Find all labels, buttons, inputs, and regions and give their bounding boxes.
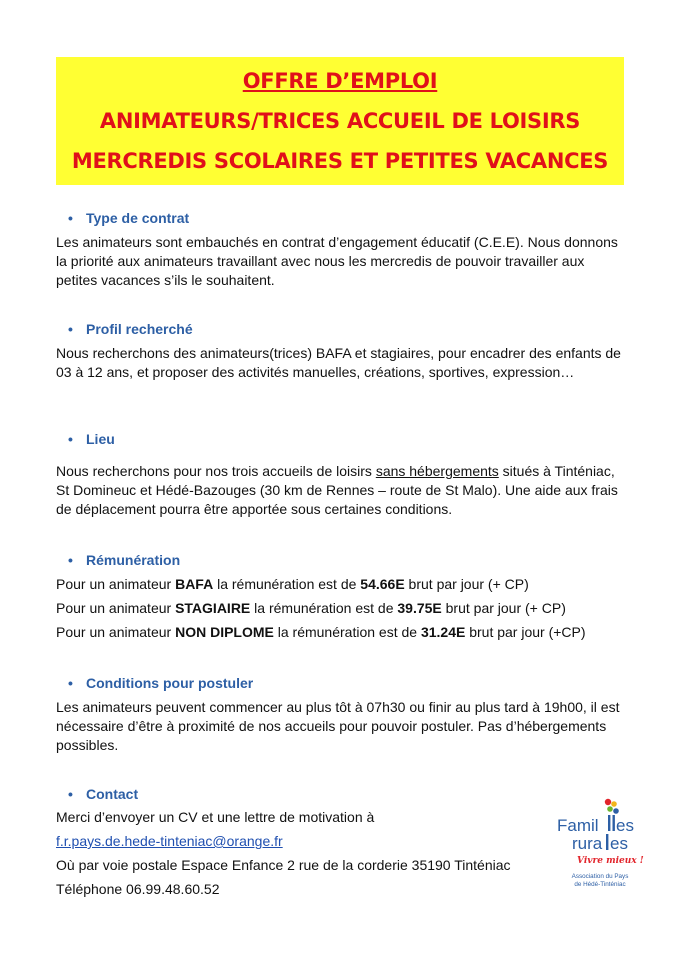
- logo-dot-red: [605, 799, 611, 805]
- section-heading-remuneration: [68, 551, 626, 569]
- heading-text: Profil recherché: [86, 321, 193, 337]
- section-heading-lieu: [68, 430, 626, 448]
- email-link[interactable]: f.r.pays.de.hede-tinteniac@orange.fr: [56, 833, 283, 849]
- conditions-text: Les animateurs peuvent commencer au plus tôt à 07h30 ou finir au plus tard à 19h00, il est nécessaire d’être à proximité de nos accueils pour pouvoir postuler. Pas d’hébergements possibles.: [56, 699, 620, 753]
- lieu-text-before: Nous recherchons pour nos trois accueils de loisirs: [56, 463, 376, 479]
- section-contact: [56, 785, 626, 901]
- logo-word-familles-end: es: [616, 816, 634, 835]
- logo-bar: [606, 834, 608, 850]
- section-conditions: [56, 674, 626, 755]
- title-line-mercredis: MERCREDIS SCOLAIRES ET PETITES VACANCES: [71, 149, 609, 173]
- heading-text: Lieu: [86, 431, 115, 447]
- bullet-icon: •: [68, 431, 73, 447]
- bullet-icon: •: [68, 321, 73, 337]
- section-contrat: [56, 209, 626, 290]
- title-banner: [56, 57, 624, 185]
- logo-word-rurales: rura: [572, 834, 603, 853]
- remuneration-row: Pour un animateur BAFA la rémunération est de 54.66E brut par jour (+ CP): [56, 576, 529, 592]
- contrat-text: Les animateurs sont embauchés en contrat d’engagement éducatif (C.E.E). Nous donnons la priorité aux animateurs travaillant avec nous les mercredis de pouvoir travailler aux petites vacances s’ils le souhaitent.: [56, 234, 618, 288]
- logo-subtitle-1: Association du Pays: [571, 873, 629, 880]
- profil-text: Nous recherchons des animateurs(trices) BAFA et stagiaires, pour encadrer des enfants de 03 à 12 ans, et proposer des activités manuelles, créations, sportives, expression…: [56, 345, 621, 380]
- contact-line-address: Où par voie postale Espace Enfance 2 rue de la corderie 35190 Tinténiac: [56, 857, 511, 873]
- logo-dot-green: [607, 806, 613, 812]
- contact-line-cv: Merci d’envoyer un CV et une lettre de motivation à: [56, 809, 375, 825]
- title-line-animateurs: ANIMATEURS/TRICES ACCUEIL DE LOISIRS: [99, 109, 581, 133]
- contact-line-phone: Téléphone 06.99.48.60.52: [56, 881, 220, 897]
- section-profil: [56, 320, 626, 382]
- heading-text: Rémunération: [86, 552, 181, 568]
- section-remuneration: [56, 551, 626, 644]
- section-heading-contrat: [68, 209, 626, 227]
- logo-slogan: Vivre mieux !: [577, 856, 644, 866]
- heading-text: Contact: [86, 786, 139, 802]
- logo-dot-blue: [613, 808, 619, 814]
- section-heading-contact: [68, 785, 626, 803]
- section-heading-conditions: [68, 674, 626, 692]
- lieu-text: [56, 462, 626, 519]
- logo-bar: [613, 815, 615, 831]
- bullet-icon: •: [68, 786, 73, 802]
- logo-subtitle-2: de Hédé-Tinténiac: [574, 881, 626, 888]
- familles-rurales-logo: [555, 796, 645, 906]
- heading-text: Type de contrat: [86, 210, 190, 226]
- remuneration-row: Pour un animateur STAGIAIRE la rémunération est de 39.75E brut par jour (+ CP): [56, 600, 566, 616]
- lieu-text-underlined: sans hébergements: [375, 463, 499, 479]
- remuneration-row: Pour un animateur NON DIPLOME la rémunération est de 31.24E brut par jour (+CP): [56, 624, 586, 640]
- section-heading-profil: [68, 320, 626, 338]
- logo-word-rurales-end: es: [610, 834, 628, 853]
- bullet-icon: •: [68, 675, 73, 691]
- bullet-icon: •: [68, 210, 73, 226]
- title-line-offre: OFFRE D’EMPLOI: [242, 69, 438, 93]
- lieu-text-after: situés à Tinténiac, St Domineuc et Hédé-Bazouges (30 km de Rennes – route de St Malo). Une aide aux frais de déplacement pourra être apportée sous certaines conditions.: [56, 463, 618, 517]
- heading-text: Conditions pour postuler: [86, 675, 254, 691]
- bullet-icon: •: [68, 552, 73, 568]
- section-lieu: [56, 430, 626, 519]
- logo-dot-yellow: [611, 801, 617, 807]
- logo-word-familles: Famil: [557, 816, 599, 835]
- logo-bar: [608, 815, 610, 831]
